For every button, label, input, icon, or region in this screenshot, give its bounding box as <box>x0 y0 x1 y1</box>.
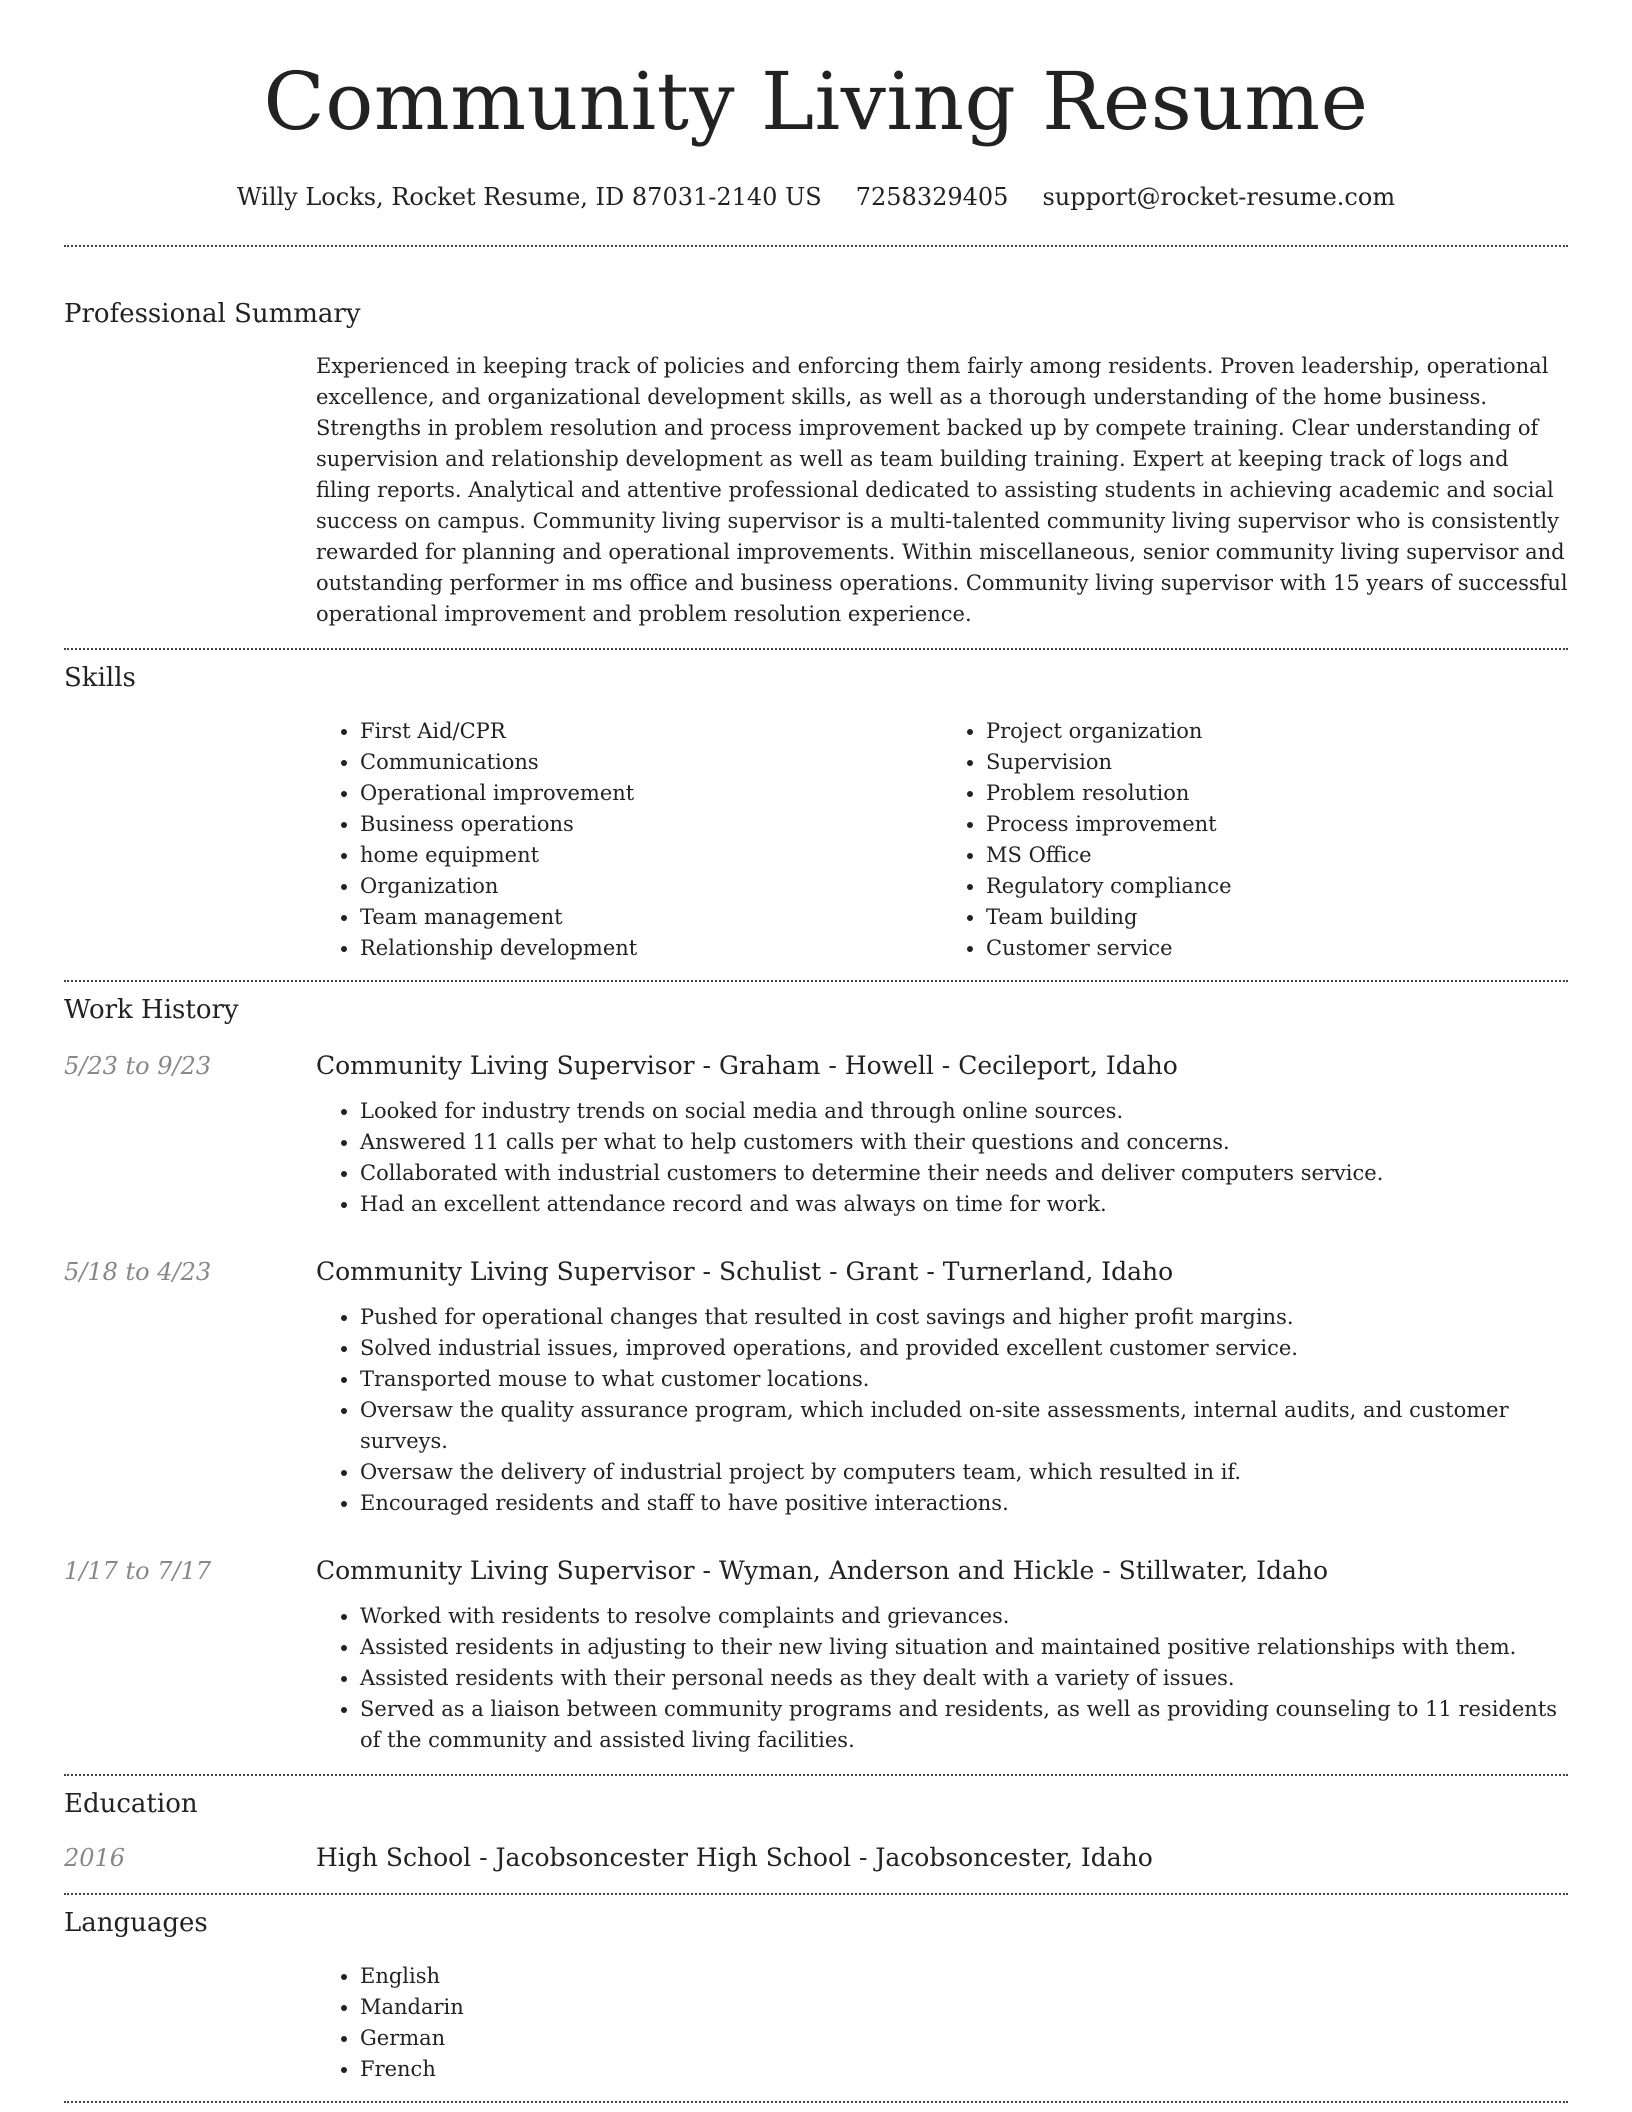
skill-item: • Communications <box>360 747 942 778</box>
job-entry <box>64 1554 1568 1756</box>
work-heading: Work History <box>64 995 239 1025</box>
job-bullet: • Had an excellent attendance record and was always on time for work. <box>360 1189 1568 1220</box>
languages-list <box>316 1961 1568 2085</box>
job-title: Community Living Supervisor - Schulist - Grant - Turnerland, Idaho <box>316 1257 1174 1286</box>
skill-item: • Regulatory compliance <box>986 871 1568 902</box>
job-header <box>64 1255 1568 1289</box>
languages-heading: Languages <box>64 1908 208 1938</box>
job-date: 5/23 to 9/23 <box>64 1052 212 1080</box>
contact-phone: 7258329405 <box>855 183 1009 211</box>
resume-title: Community Living Resume <box>263 55 1369 148</box>
skill-item: • MS Office <box>986 840 1568 871</box>
job-date: 5/18 to 4/23 <box>64 1258 212 1286</box>
language-item: • German <box>360 2023 1568 2054</box>
summary-heading: Professional Summary <box>64 299 361 329</box>
skill-item: • Team management <box>360 902 942 933</box>
languages-content <box>316 1961 1568 2085</box>
contact-line <box>64 182 1568 212</box>
job-header <box>64 1049 1568 1083</box>
job-bullet: • Answered 11 calls per what to help customers with their questions and concerns. <box>360 1127 1568 1158</box>
job-entry <box>64 1255 1568 1519</box>
job-bullet: • Assisted residents in adjusting to their new living situation and maintained positive relationships with them. <box>360 1632 1568 1663</box>
job-title: Community Living Supervisor - Graham - Howell - Cecileport, Idaho <box>316 1051 1178 1080</box>
education-entry <box>64 1841 1568 1875</box>
languages-section <box>64 1895 1568 2085</box>
job-bullets <box>316 1601 1568 1756</box>
skill-item: • Organization <box>360 871 942 902</box>
contact-address: Willy Locks, Rocket Resume, ID 87031-2140 US <box>236 183 822 211</box>
job-bullet: • Oversaw the delivery of industrial project by computers team, which resulted in if. <box>360 1457 1568 1488</box>
job-bullet: • Looked for industry trends on social media and through online sources. <box>360 1096 1568 1127</box>
skill-item: • home equipment <box>360 840 942 871</box>
summary-text: Experienced in keeping track of policies and enforcing them fairly among residents. Proven leadership, operational excellence, and organizational development skills, as well as a thorough understanding of the home business. Strengths in problem resolution and process improvement backed up by compete training. Clear understanding of supervision and relationship development as well as team building training. Expert at keeping track of logs and filing reports. Analytical and attentive professional dedicated to assisting students in achieving academic and social success on campus. Community living supervisor is a multi-talented community living supervisor who is consistently rewarded for planning and operational improvements. Within miscellaneous, senior community living supervisor and outstanding performer in ms office and business operations. Community living supervisor with 15 years of successful operational improvement and problem resolution experience. <box>316 354 1568 626</box>
skill-item: • Operational improvement <box>360 778 942 809</box>
work-section <box>64 982 1568 1756</box>
skill-item: • Problem resolution <box>986 778 1568 809</box>
job-bullet: • Transported mouse to what customer locations. <box>360 1364 1568 1395</box>
education-date: 2016 <box>64 1844 126 1872</box>
education-section <box>64 1776 1568 1875</box>
skill-item: • Supervision <box>986 747 1568 778</box>
education-title: High School - Jacobsoncester High School - Jacobsoncester, Idaho <box>316 1843 1153 1872</box>
language-item: • French <box>360 2054 1568 2085</box>
job-bullet: • Worked with residents to resolve complaints and grievances. <box>360 1601 1568 1632</box>
education-heading: Education <box>64 1789 198 1819</box>
skill-item: • Customer service <box>986 933 1568 964</box>
job-bullet: • Assisted residents with their personal needs as they dealt with a variety of issues. <box>360 1663 1568 1694</box>
skill-item: • Business operations <box>360 809 942 840</box>
job-title: Community Living Supervisor - Wyman, Anderson and Hickle - Stillwater, Idaho <box>316 1556 1329 1585</box>
job-bullet: • Collaborated with industrial customers to determine their needs and deliver computers service. <box>360 1158 1568 1189</box>
job-header <box>64 1554 1568 1588</box>
skills-list-left <box>316 716 942 964</box>
language-item: • Mandarin <box>360 1992 1568 2023</box>
skill-item: • Process improvement <box>986 809 1568 840</box>
job-bullet: • Solved industrial issues, improved operations, and provided excellent customer service. <box>360 1333 1568 1364</box>
skills-columns <box>316 716 1568 964</box>
skill-item: • Relationship development <box>360 933 942 964</box>
language-item: • English <box>360 1961 1568 1992</box>
job-bullet: • Oversaw the quality assurance program, which included on-site assessments, internal audits, and customer surveys. <box>360 1395 1568 1457</box>
job-bullet: • Served as a liaison between community programs and residents, as well as providing counseling to 11 residents of the community and assisted living facilities. <box>360 1694 1568 1756</box>
skills-heading: Skills <box>64 663 136 693</box>
skill-item: • First Aid/CPR <box>360 716 942 747</box>
job-entry <box>64 1049 1568 1220</box>
job-date: 1/17 to 7/17 <box>64 1557 212 1585</box>
skills-section <box>64 650 1568 964</box>
summary-section <box>64 247 1568 630</box>
contact-email: support@rocket-resume.com <box>1042 183 1396 211</box>
skill-item: • Team building <box>986 902 1568 933</box>
job-bullet: • Pushed for operational changes that resulted in cost savings and higher profit margins. <box>360 1302 1568 1333</box>
divider <box>64 2101 1568 2103</box>
skills-list-right <box>942 716 1568 964</box>
job-bullet: • Encouraged residents and staff to have positive interactions. <box>360 1488 1568 1519</box>
job-bullets <box>316 1096 1568 1220</box>
job-bullets <box>316 1302 1568 1519</box>
skill-item: • Project organization <box>986 716 1568 747</box>
